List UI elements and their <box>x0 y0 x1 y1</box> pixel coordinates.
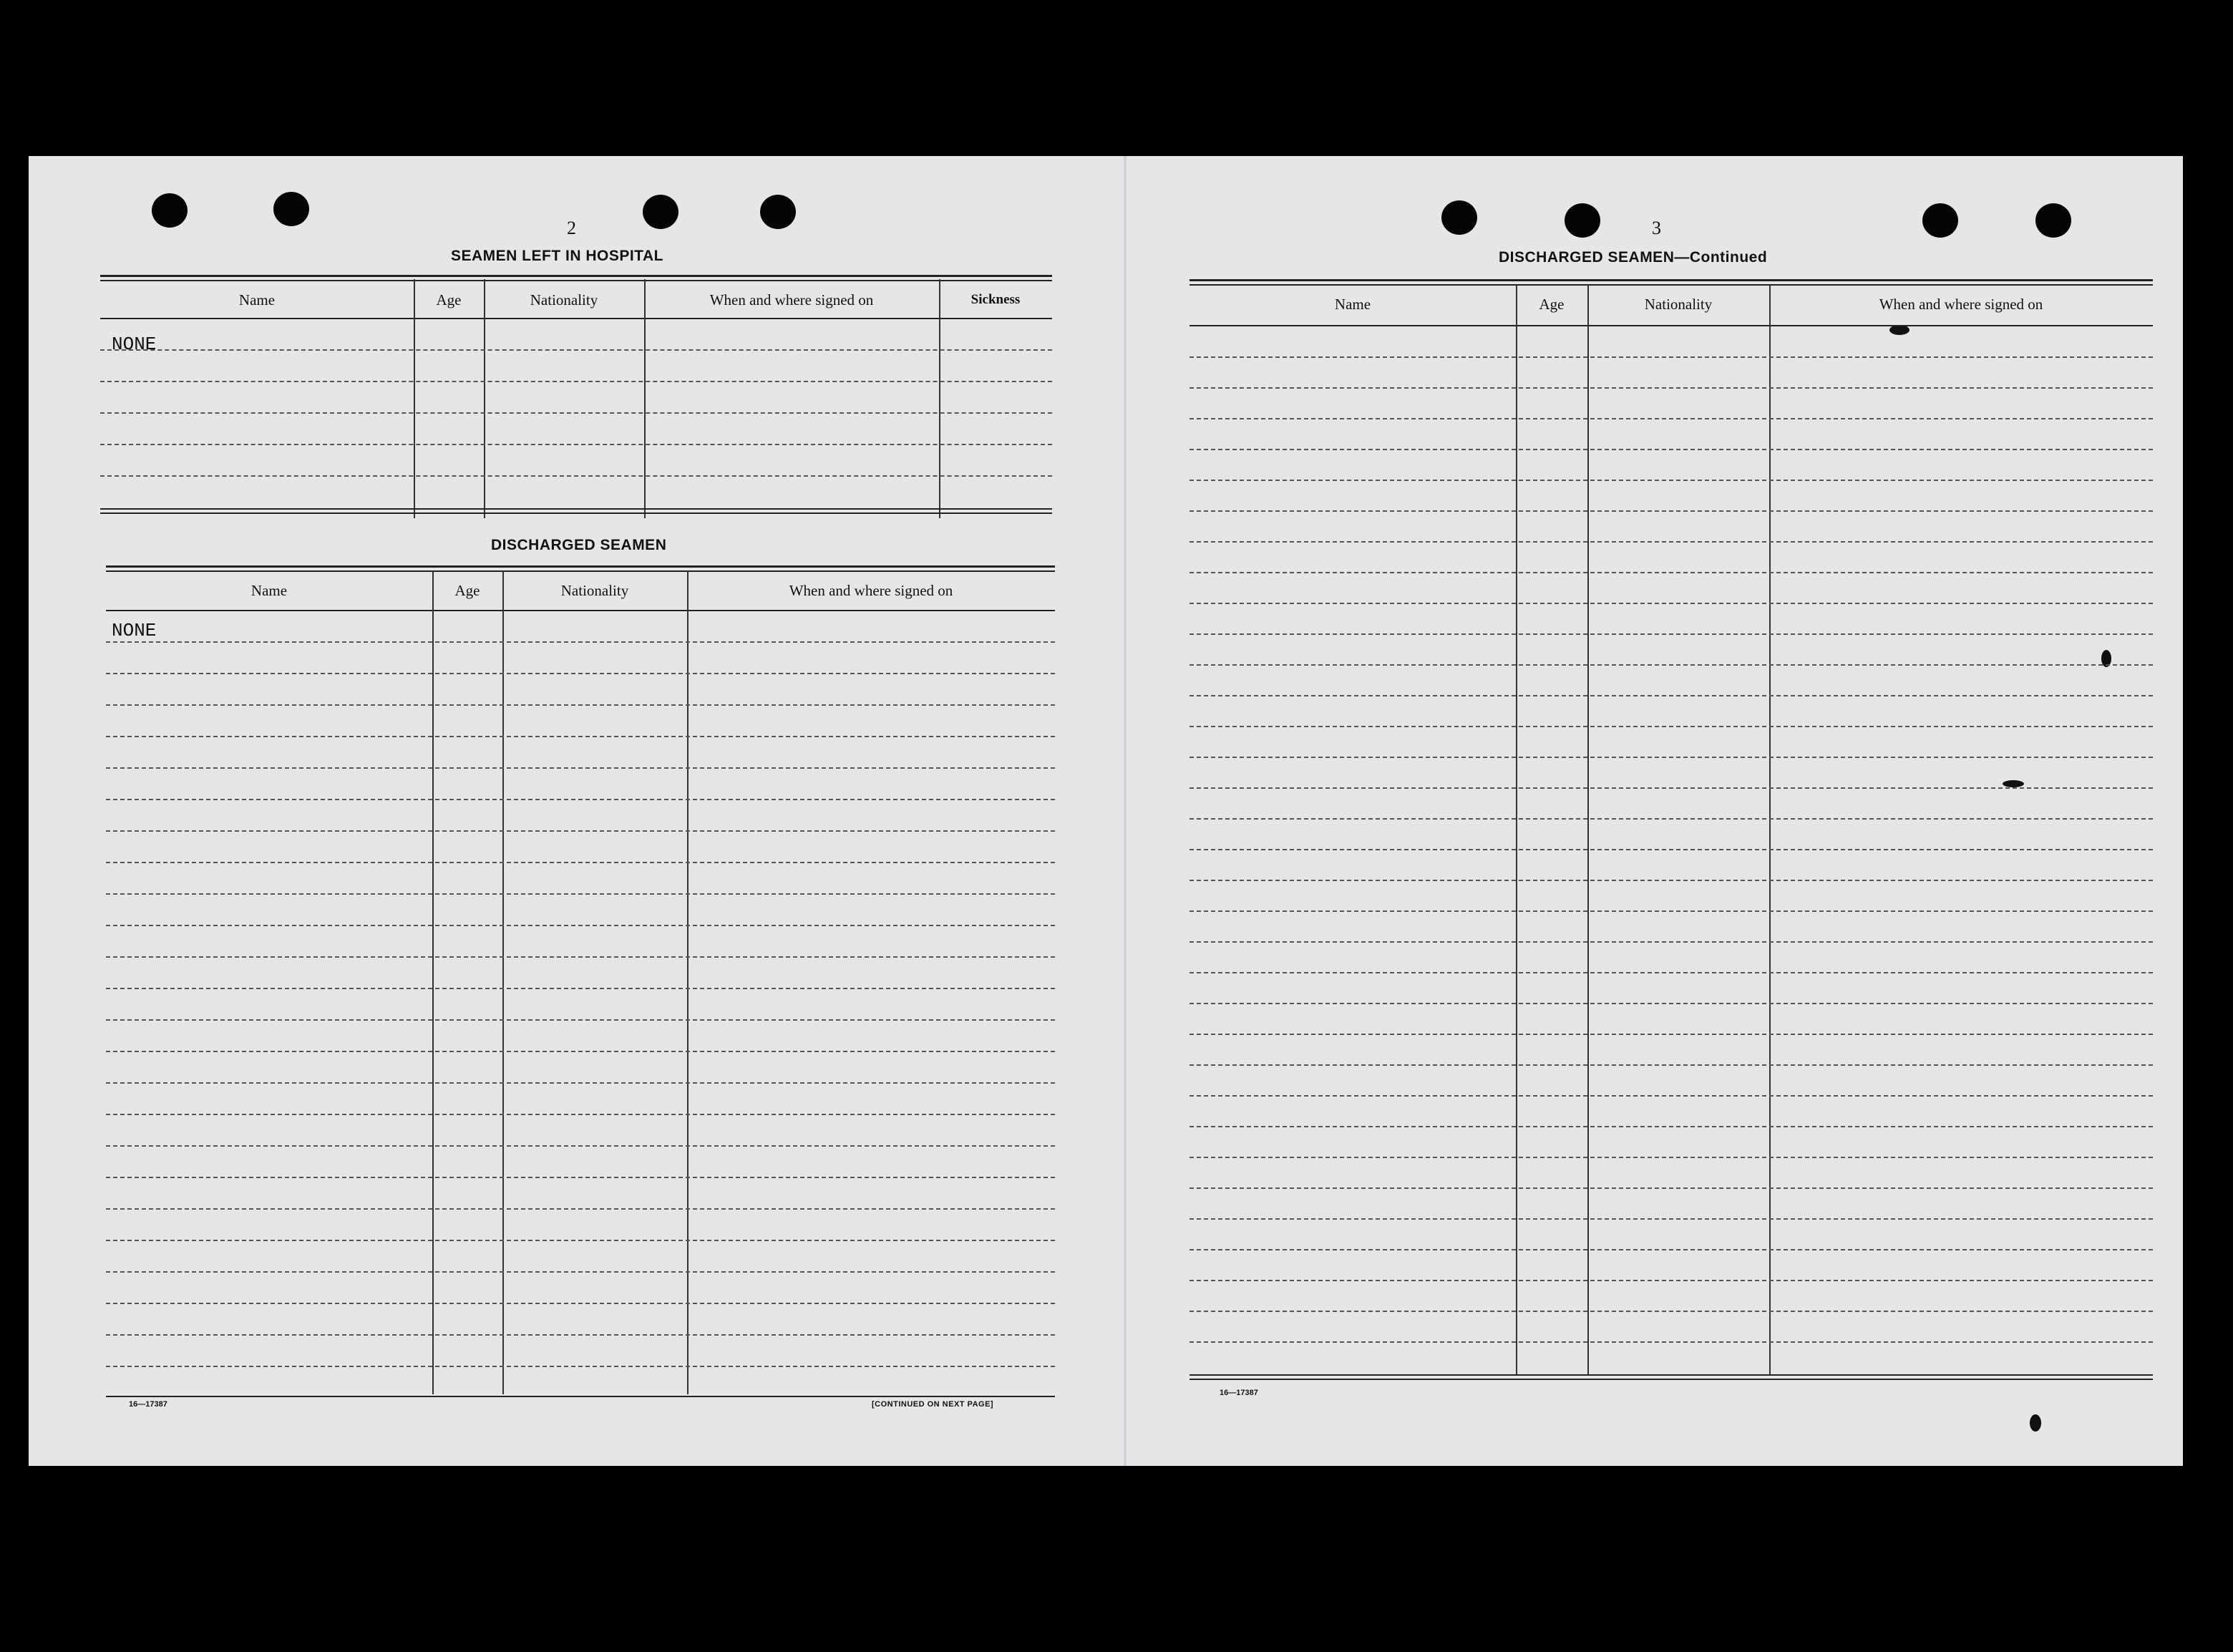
punch-hole <box>273 192 309 226</box>
section-title-hospital: SEAMEN LEFT IN HOSPITAL <box>451 248 663 264</box>
discharged-table <box>106 565 1055 1453</box>
title-main: DISCHARGED SEAMEN <box>1499 249 1675 266</box>
continued-note: [CONTINUED ON NEXT PAGE] <box>872 1400 994 1409</box>
column-header: When and where signed on <box>709 291 874 308</box>
column-header: Nationality <box>1644 295 1713 313</box>
form-number: 16—17387 <box>129 1400 167 1409</box>
column-header: Nationality <box>530 291 598 308</box>
column-header: Name <box>238 291 276 308</box>
hospital-name-entry: NONE <box>112 334 157 355</box>
section-title-discharged: DISCHARGED SEAMEN <box>491 537 667 553</box>
punch-hole <box>643 195 678 229</box>
column-header: Age <box>454 581 480 599</box>
punch-hole <box>1922 203 1958 238</box>
form-number: 16—17387 <box>1220 1389 1258 1397</box>
column-header: When and where signed on <box>789 581 953 599</box>
column-header: Age <box>1539 295 1565 313</box>
column-header: Sickness <box>970 292 1021 307</box>
column-header: Name <box>1334 295 1371 313</box>
punch-hole <box>1565 203 1600 238</box>
column-header: Name <box>250 581 288 599</box>
punch-hole <box>2035 203 2071 238</box>
center-fold <box>1124 156 1127 1466</box>
punch-hole <box>152 193 188 228</box>
discharged-continued-table <box>1190 279 2153 1381</box>
page-number: 3 <box>1652 218 1661 238</box>
title-suffix: —Continued <box>1674 249 1768 266</box>
page-number: 2 <box>567 218 576 238</box>
section-title-discharged-continued <box>1499 249 1767 266</box>
column-header: Age <box>436 291 462 308</box>
document-sheet <box>29 156 2183 1466</box>
punch-hole <box>1441 200 1477 235</box>
ink-mark <box>2030 1414 2041 1432</box>
column-header: Nationality <box>560 581 629 599</box>
punch-hole <box>760 195 796 229</box>
column-header: When and where signed on <box>1879 295 2043 313</box>
discharged-name-entry: NONE <box>112 620 157 641</box>
